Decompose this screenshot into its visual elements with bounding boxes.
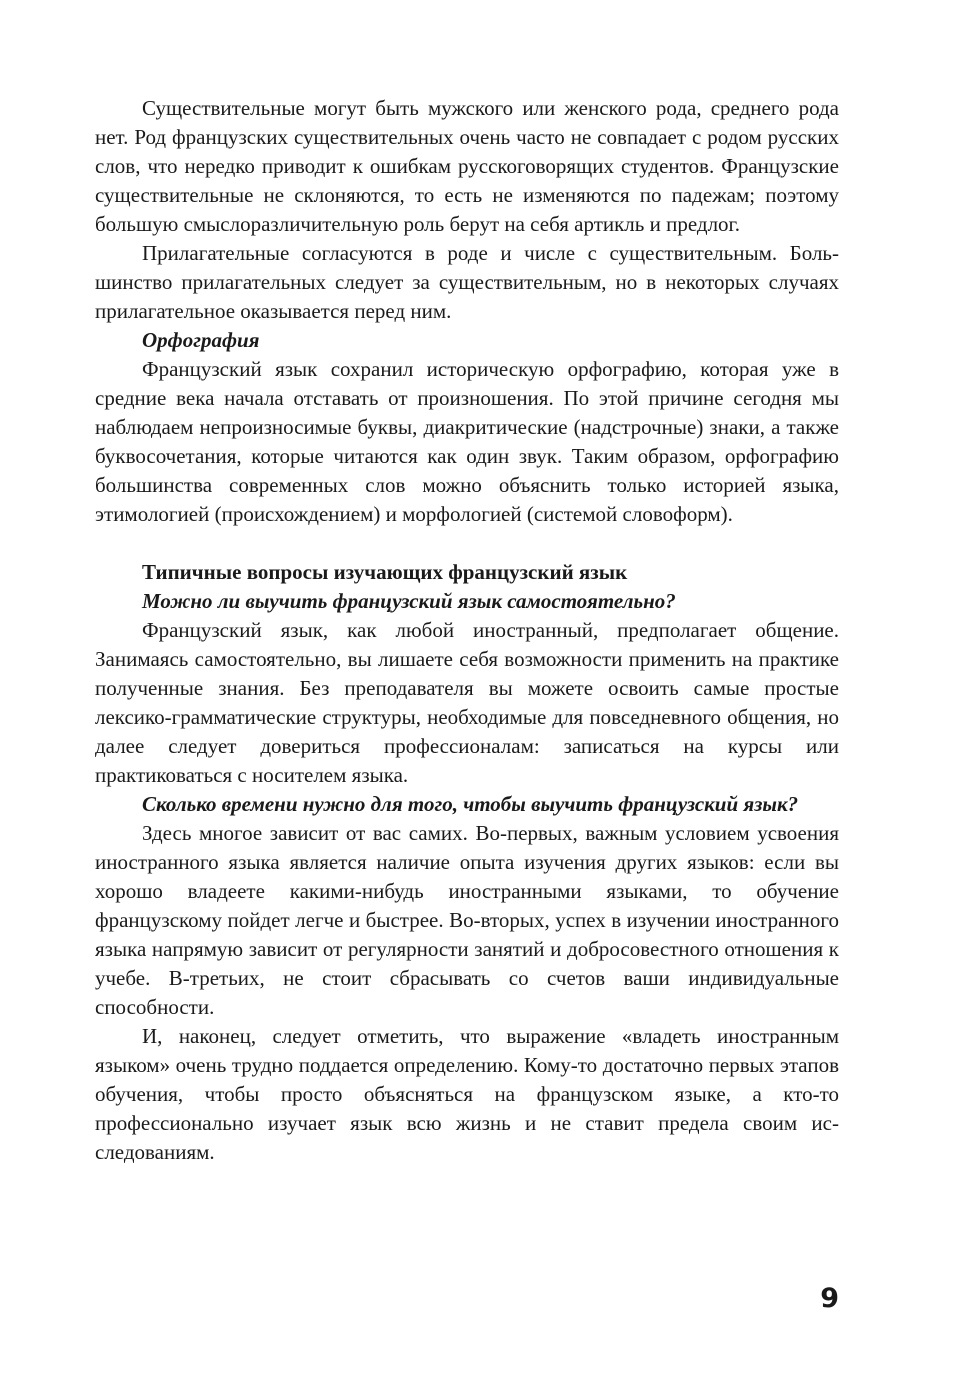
paragraph-self-study-answer: Французский язык, как любой иностранный, предполагает общение. Занимаясь самостоятельно, вы лишаете себя возможности применить на практике полученные знания. Без преподавателя вы можете освоить самые простые лексико-грамматические структуры, необходимые для повседневного общения, но далее следует довериться профессионалам: записаться на курсы или практиковаться с носителем языка.	[95, 618, 839, 787]
paragraph-adjectives: Прилагательные согласуются в роде и числе с существительным. Большинство прилагательных следует за существительным, но в некоторых случаях прилагательное оказывается перед ним.	[95, 241, 839, 323]
page-body	[95, 94, 839, 1167]
heading-orthography: Орфография	[142, 328, 260, 352]
paragraph-how-long-answer: Здесь многое зависит от вас самих. Во-первых, важным условием усвоения иностранного языка является наличие опыта изучения других языков: если вы хорошо владеете какими-нибудь иностранными языками, то обучение французскому пойдет легче и быстрее. Во-вторых, успех в изучении иностранного языка напрямую зависит от регулярности занятий и добросовестного отношения к учебе. В-третьих, не стоит сбрасывать со счетов ваши индивидуальные способности.	[95, 821, 839, 1019]
paragraph-conclusion: И, наконец, следует отметить, что выражение «владеть иностранным языком» очень трудно поддается определению. Кому-то достаточно первых этапов обучения, чтобы просто объясняться на французском языке, а кто-то профессионально изучает язык всю жизнь и не ставит предела своим исследованиям.	[95, 1024, 839, 1164]
question-how-long: Сколько времени нужно для того, чтобы выучить французский язык?	[142, 792, 799, 816]
question-self-study: Можно ли выучить французский язык самостоятельно?	[142, 589, 676, 613]
heading-typical-questions: Типичные вопросы изучающих французский язык	[142, 560, 628, 584]
page-number: 9	[820, 1283, 839, 1314]
paragraph-orthography: Французский язык сохранил историческую орфографию, которая уже в средние века начала отставать от произношения. По этой причине сегодня мы наблюдаем непроизносимые буквы, диакритические (надстрочные) знаки, а также буквосочетания, которые читаются как один звук. Таким образом, орфографию большинства современных слов можно объяснить только историей языка, этимологией (происхождением) и морфологией (системой словоформ).	[95, 357, 839, 526]
section-gap	[95, 529, 839, 558]
paragraph-nouns: Существительные могут быть мужского или женского рода, среднего рода нет. Род французских существительных очень часто не совпадает с родом русских слов, что нередко приводит к ошибкам русскоговорящих студентов. Французские существительные не склоняются, то есть не изменяются по падежам; поэтому большую смыслоразличительную роль берут на себя артикль и предлог.	[95, 96, 839, 236]
